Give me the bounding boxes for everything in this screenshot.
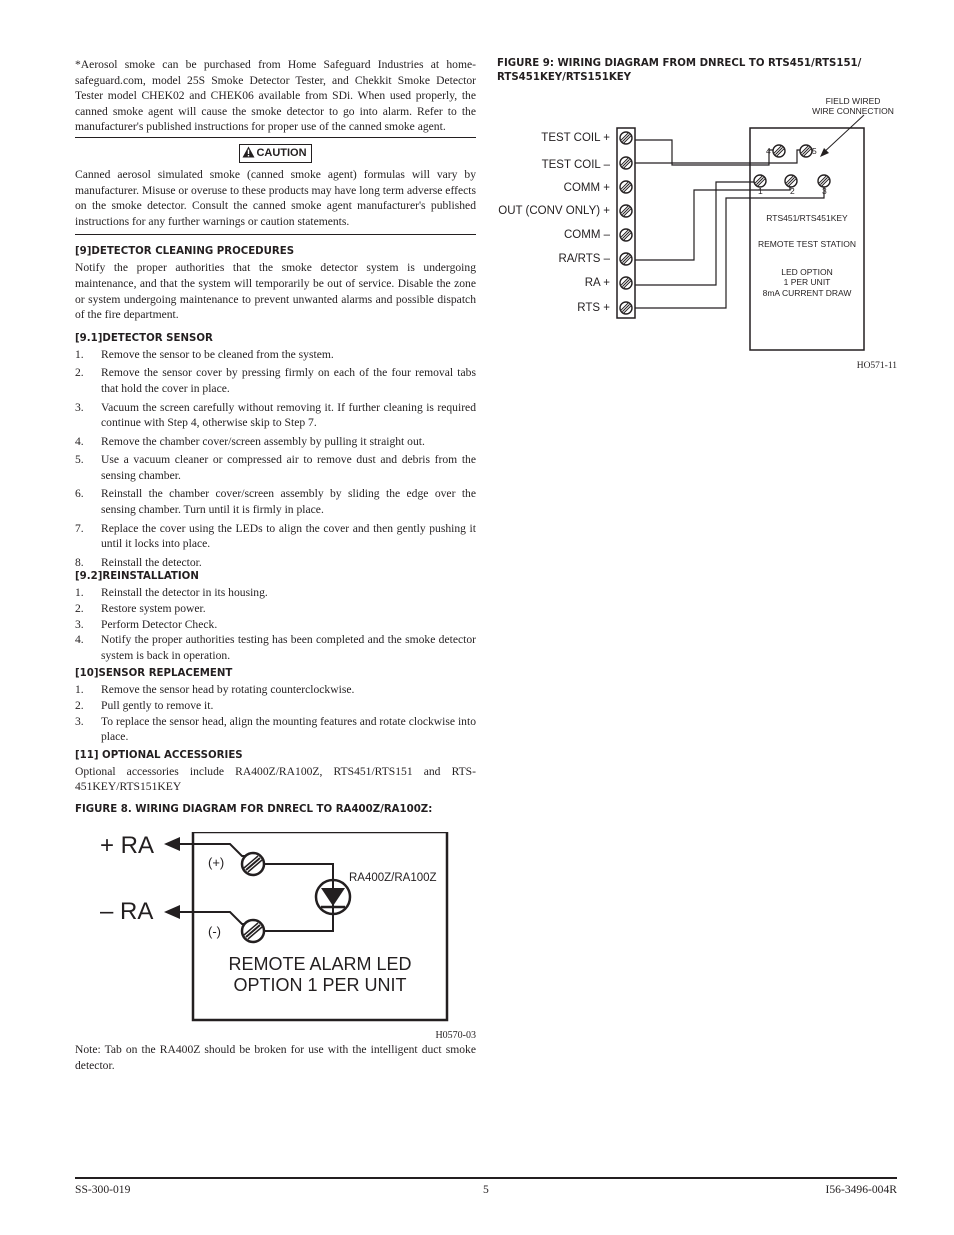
page-number: 5 <box>483 1183 489 1196</box>
caution-text: Canned aerosol simulated smoke (canned smoke agent) formulas will vary by manufacturer. Misuse or overuse to these products may have long term adverse effects on the smoke detector. Consult the canned smoke agent manufacturer's published instructions for any further warnings or caution statements. <box>75 167 476 228</box>
screw-icon <box>620 253 632 265</box>
figure8-code: H0570-03 <box>435 1030 476 1041</box>
footer-rule <box>75 1177 897 1179</box>
left-column <box>75 57 476 817</box>
figure8-note: Note: Tab on the RA400Z should be broken for use with the intelligent duct smoke detector. <box>75 1043 476 1072</box>
terminal-label: RTS + <box>577 302 610 314</box>
list-item: 2. Restore system power. <box>75 602 206 616</box>
arrow-icon <box>164 837 180 851</box>
field-wired-line2: WIRE CONNECTION <box>812 106 894 116</box>
figure8-title: FIGURE 8. WIRING DIAGRAM FOR DNRECL TO RA400Z/RA100Z: <box>75 803 433 815</box>
cleaning-text: Notify the proper authorities that the smoke detector system is undergoing maintenance, and that the system will temporarily be out of service. Disable the zone or system undergoing maintenance to prevent unwanted alarms and possible dispatch of the fire department. <box>75 261 476 322</box>
screw-icon <box>620 181 632 193</box>
screw-icon <box>242 853 264 875</box>
field-wired-line1: FIELD WIRED <box>825 96 881 106</box>
list-item: 1. Remove the sensor to be cleaned from the system. <box>75 347 334 361</box>
list-item: 2. Remove the sensor cover by pressing firmly on each of the four removal tabs that hold the cover in place. <box>75 366 476 395</box>
terminal-number: 3 <box>822 186 827 196</box>
field-wired-pointer <box>822 115 864 154</box>
screw-icon <box>242 920 264 942</box>
model-label: RTS451/RTS451KEY <box>766 213 848 223</box>
plus-ra-label: + RA <box>100 832 155 859</box>
terminal-number: 5 <box>812 146 817 156</box>
screw-icon <box>800 145 812 157</box>
cleaning-heading: [9]DETECTOR CLEANING PROCEDURES <box>75 246 295 258</box>
list-item: 1. Reinstall the detector in its housing. <box>75 586 268 600</box>
led-line1: LED OPTION <box>781 267 833 277</box>
plus-sign-label: (+) <box>208 855 225 870</box>
footer-left: SS-300-019 <box>75 1183 131 1196</box>
terminal-label: TEST COIL – <box>541 159 610 171</box>
caption-line2: OPTION 1 PER UNIT <box>233 975 407 995</box>
screw-icon <box>620 277 632 289</box>
list-item: 7. Replace the cover using the LEDs to align the cover and then gently pushing it until it locks into place. <box>75 521 476 551</box>
terminal-label: OUT (CONV ONLY) + <box>498 205 610 217</box>
list-item: 4. Remove the chamber cover/screen assembly by pulling it straight out. <box>75 434 425 448</box>
list-item: 2. Pull gently to remove it. <box>75 699 214 712</box>
list-item: 3. Perform Detector Check. <box>75 617 218 631</box>
terminal-number: 2 <box>790 186 795 196</box>
sensor-heading: [9.1]DETECTOR SENSOR <box>75 332 213 344</box>
device-label: RA400Z/RA100Z <box>349 872 437 884</box>
accessories-heading: [11] OPTIONAL ACCESSORIES <box>75 749 243 761</box>
aerosol-paragraph: *Aerosol smoke can be purchased from Home Safeguard Industries at home-safeguard.com, model 25S Smoke Detector Tester, and Chekkit Smoke Detector Tester model CHEK02 and CHEK06 available from SDi. When used properly, the canned smoke agent will cause the smoke detector to go into alarm. Refer to the manufacturer's published instructions for proper use of the canned smoke agent. <box>75 58 476 134</box>
list-item: 8. Reinstall the detector. <box>75 555 202 569</box>
screw-icon <box>620 205 632 217</box>
screw-icon <box>773 145 785 157</box>
terminal-number: 4 <box>766 146 771 156</box>
screw-icon <box>620 229 632 241</box>
terminal-number: 1 <box>758 186 763 196</box>
figure8-diagram <box>100 832 476 1052</box>
warning-icon <box>242 146 255 158</box>
terminal-label: TEST COIL + <box>541 132 610 144</box>
list-item: 5. Use a vacuum cleaner or compressed air to remove dust and debris from the sensing chamber. <box>75 453 476 482</box>
minus-ra-label: – RA <box>100 898 154 925</box>
led-line2: 1 PER UNIT <box>783 277 831 287</box>
terminal-label: RA/RTS – <box>558 253 610 265</box>
station-label: REMOTE TEST STATION <box>757 239 857 249</box>
divider <box>75 137 476 138</box>
terminal-label: COMM + <box>563 182 610 194</box>
sensor-steps <box>75 347 476 571</box>
reinstall-heading: [9.2]REINSTALLATION <box>75 571 199 583</box>
list-item: 4. Notify the proper authorities testing has been completed and the smoke detector system is back in operation. <box>75 633 476 662</box>
figure9-title: FIGURE 9: WIRING DIAGRAM FROM DNRECL TO RTS451/RTS151/ RTS451KEY/RTS151KEY <box>497 58 862 83</box>
screw-icon <box>620 157 632 169</box>
terminal-label: COMM – <box>564 229 610 241</box>
minus-ra-wire <box>180 912 250 924</box>
led-diode-icon <box>316 880 350 914</box>
accessories-text: Optional accessories include RA400Z/RA100Z, RTS451/RTS151 and RTS-451KEY/RTS151KEY <box>75 764 476 794</box>
replacement-heading: [10]SENSOR REPLACEMENT <box>75 668 233 680</box>
list-item: 3. Vacuum the screen carefully without removing it. If further cleaning is required continue with Step 4, otherwise skip to Step 7. <box>75 400 476 430</box>
screw-icon <box>620 302 632 314</box>
minus-sign-label: (-) <box>208 924 221 939</box>
reinstall-steps <box>75 585 476 663</box>
replacement-steps <box>75 682 476 744</box>
led-line3: 8mA CURRENT DRAW <box>762 288 852 298</box>
caution-badge <box>239 144 311 163</box>
divider <box>75 234 476 235</box>
footer-right: I56-3496-004R <box>825 1183 897 1196</box>
figure9-diagram <box>494 90 904 380</box>
caution-box <box>75 144 476 163</box>
list-item: 6. Reinstall the chamber cover/screen assembly by sliding the edge over the sensing chamber. Turn until it is firmly in place. <box>75 487 476 517</box>
terminal-label: RA + <box>584 277 610 289</box>
list-item: 1. Remove the sensor head by rotating counterclockwise. <box>75 683 355 697</box>
arrow-icon <box>164 905 180 919</box>
screw-icon <box>620 132 632 144</box>
list-item: 3. To replace the sensor head, align the mounting features and rotate clockwise into place. <box>75 714 476 744</box>
caption-line1: REMOTE ALARM LED <box>228 954 412 974</box>
figure9-code: HO571-11 <box>856 361 897 371</box>
caution-label: CAUTION <box>256 146 307 159</box>
